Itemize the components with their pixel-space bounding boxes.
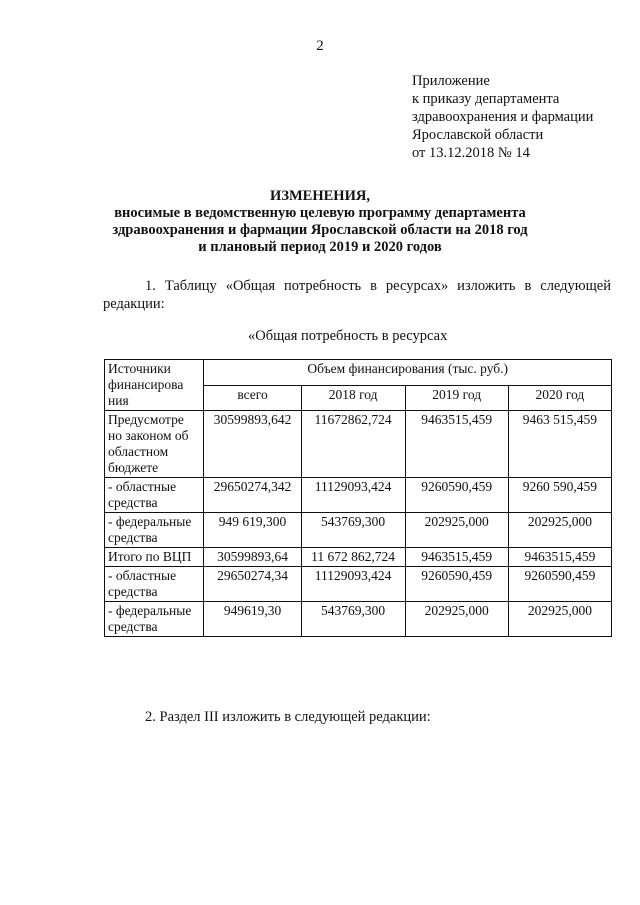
heading-line: вносимые в ведомственную целевую программу департамента [114,205,526,221]
appendix-block [412,72,632,162]
table-row [105,567,612,602]
header-volume: Объем финансирования (тыс. руб.) [204,360,612,386]
cell-total: 29650274,34 [204,567,301,602]
cell-2019: 9463515,459 [405,548,508,567]
cell-2018: 11129093,424 [301,567,405,602]
cell-2019: 202925,000 [405,513,508,548]
appendix-line: Приложение [412,73,490,89]
header-2018: 2018 год [301,385,405,411]
row-source: - федеральные средства [105,602,204,637]
cell-2019: 9260590,459 [405,478,508,513]
cell-2018: 11 672 862,724 [301,548,405,567]
table-row [105,548,612,567]
cell-2018: 543769,300 [301,513,405,548]
funding-table [104,359,612,637]
table-row [105,478,612,513]
table-row [105,602,612,637]
appendix-line: здравоохранения и фармации [412,109,594,125]
cell-total: 30599893,64 [204,548,301,567]
heading-line: ИЗМЕНЕНИЯ, [270,188,370,204]
table-caption: «Общая потребность в ресурсах [248,328,448,344]
row-source: Предусмотре но законом об областном бюджете [105,411,204,478]
row-source: - областные средства [105,478,204,513]
heading-line: и плановый период 2019 и 2020 годов [198,239,442,255]
cell-2020: 202925,000 [508,513,611,548]
row-source: - областные средства [105,567,204,602]
document-heading [0,188,640,256]
header-total: всего [204,385,301,411]
cell-total: 949 619,300 [204,513,301,548]
appendix-line: к приказу департамента [412,91,560,107]
table-row [105,411,612,478]
header-2020: 2020 год [508,385,611,411]
table-row [105,513,612,548]
cell-2020: 9463515,459 [508,548,611,567]
cell-2020: 9463 515,459 [508,411,611,478]
cell-2018: 543769,300 [301,602,405,637]
cell-2020: 9260 590,459 [508,478,611,513]
cell-2020: 9260590,459 [508,567,611,602]
cell-2019: 202925,000 [405,602,508,637]
cell-total: 29650274,342 [204,478,301,513]
row-source: Итого по ВЦП [105,548,204,567]
page-number: 2 [316,38,324,54]
header-2019: 2019 год [405,385,508,411]
header-source: Источники финансирова ния [105,360,204,411]
cell-2018: 11129093,424 [301,478,405,513]
row-source: - федеральные средства [105,513,204,548]
paragraph-2: 2. Раздел III изложить в следующей редакции: [145,709,431,725]
cell-total: 949619,30 [204,602,301,637]
appendix-line: Ярославской области [412,127,544,143]
cell-2019: 9463515,459 [405,411,508,478]
heading-line: здравоохранения и фармации Ярославской области на 2018 год [112,222,528,238]
paragraph-1: 1. Таблицу «Общая потребность в ресурсах» изложить в следующей редакции: [103,278,611,312]
cell-total: 30599893,642 [204,411,301,478]
appendix-line: от 13.12.2018 № 14 [412,145,530,161]
cell-2019: 9260590,459 [405,567,508,602]
cell-2020: 202925,000 [508,602,611,637]
cell-2018: 11672862,724 [301,411,405,478]
